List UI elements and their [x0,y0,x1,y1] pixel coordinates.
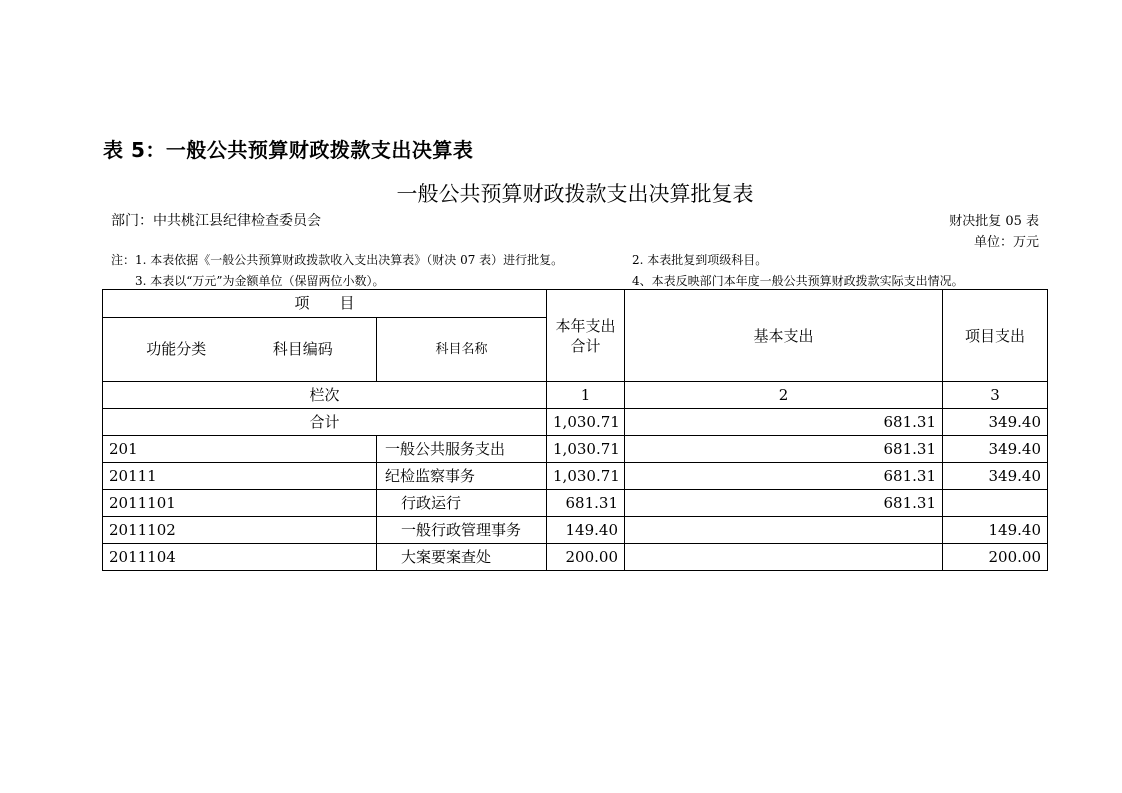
header-subject-name: 科目名称 [377,318,547,382]
row-code: 2011101 [103,490,377,517]
row-total: 200.00 [547,544,625,571]
row-basic [625,517,943,544]
row-project: 349.40 [943,463,1048,490]
header-func-class: 功能分类 [146,340,207,358]
header-basic: 基本支出 [625,290,943,382]
row-total: 681.31 [547,490,625,517]
row-basic: 681.31 [625,463,943,490]
table-title: 一般公共预算财政拨款支出决算批复表 [396,182,754,206]
row-code: 2011102 [103,517,377,544]
row-name: 大案要案查处 [377,544,547,571]
column-number-1: 1 [547,382,625,409]
header-total-line1: 本年支出 [555,316,616,335]
sum-label: 合计 [103,409,547,436]
table-code: 财决批复 05 表 [949,214,1039,229]
row-basic: 681.31 [625,436,943,463]
sum-project: 349.40 [943,409,1048,436]
section-heading: 表 5：一般公共预算财政拨款支出决算表 [103,138,474,162]
row-project: 149.40 [943,517,1048,544]
note-1: 注：1. 本表依据《一般公共预算财政拨款收入支出决算表》（财决 07 表）进行批复。 [111,253,564,267]
header-item: 项 目 [103,290,547,318]
row-code: 20111 [103,463,377,490]
expenditure-table [102,289,1048,571]
table-row [103,490,1048,517]
row-total: 149.40 [547,517,625,544]
note-2: 2. 本表批复到项级科目。 [632,253,768,267]
row-code: 2011104 [103,544,377,571]
column-number-3: 3 [943,382,1048,409]
column-number-label: 栏次 [103,382,547,409]
row-project [943,490,1048,517]
unit-label: 单位：万元 [973,235,1039,250]
table-row [103,544,1048,571]
row-name: 纪检监察事务 [377,463,547,490]
row-basic: 681.31 [625,490,943,517]
row-project: 200.00 [943,544,1048,571]
table-row [103,463,1048,490]
header-row-1 [103,290,1048,318]
table-row [103,436,1048,463]
row-name: 一般行政管理事务 [377,517,547,544]
row-total: 1,030.71 [547,436,625,463]
row-name: 一般公共服务支出 [377,436,547,463]
row-project: 349.40 [943,436,1048,463]
note-3: 3. 本表以“万元”为金额单位（保留两位小数）。 [135,274,385,288]
row-name: 行政运行 [377,490,547,517]
column-number-2: 2 [625,382,943,409]
header-total-line2: 合计 [570,336,601,355]
header-subject-code: 科目编码 [272,340,333,358]
header-total [547,290,625,382]
row-total: 1,030.71 [547,463,625,490]
note-4: 4、本表反映部门本年度一般公共预算财政拨款实际支出情况。 [632,274,964,288]
header-classification [103,318,377,382]
table-row [103,517,1048,544]
sum-total: 1,030.71 [547,409,625,436]
header-project: 项目支出 [943,290,1048,382]
department-label: 部门：中共桃江县纪律检查委员会 [111,213,321,229]
row-code: 201 [103,436,377,463]
row-basic [625,544,943,571]
column-number-row [103,382,1048,409]
sum-row [103,409,1048,436]
sum-basic: 681.31 [625,409,943,436]
